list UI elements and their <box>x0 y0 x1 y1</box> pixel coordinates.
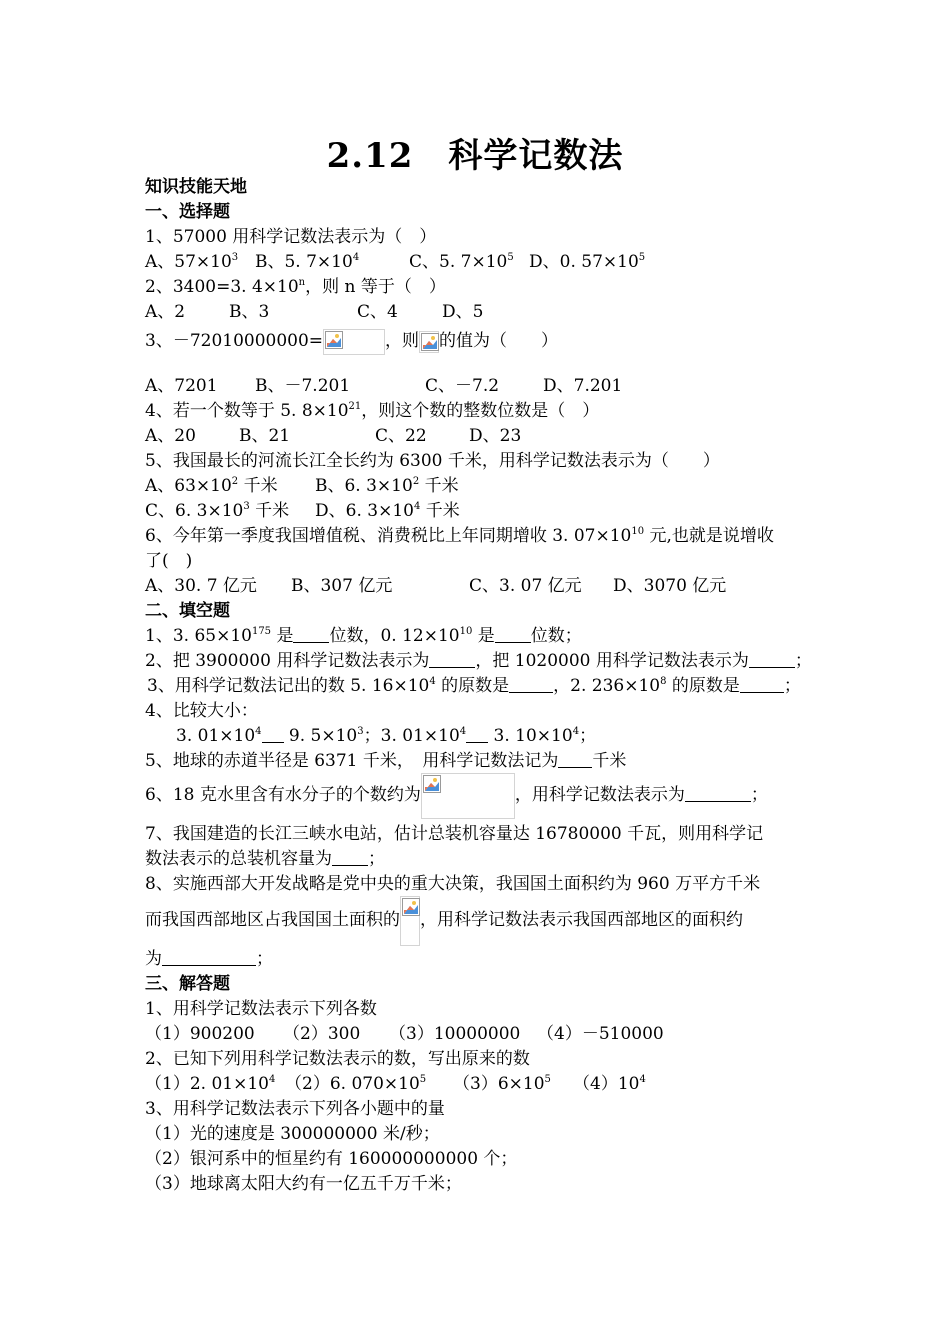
answer-blank[interactable] <box>509 676 553 693</box>
option-d: D、3070 亿元 <box>613 576 727 596</box>
list-item: （2）6. $070\times 10^5$ <box>285 1074 427 1094</box>
fill-2: 2、把 3900000 用科学记数法表示为 ，把 1020000 用科学记数法表示为 ； <box>145 651 812 671</box>
question-2-options <box>145 301 483 323</box>
broken-image-icon <box>323 329 385 355</box>
list-item: （1）900200 <box>145 1024 255 1044</box>
option-a: A、2 <box>145 302 186 322</box>
fill-8-line-3: 为 ； <box>145 949 273 969</box>
question-1-options <box>145 251 645 273</box>
fill-7-line-1: 7、我国建造的长江三峡水电站，估计总装机容量达 16780000 千瓦，则用科学记 <box>145 824 764 844</box>
answer-2-stem: 2、已知下列用科学记数法表示的数，写出原来的数 <box>145 1049 530 1069</box>
question-4-stem: 4、若一个数等于 5. $8\times 10^{21}$，则这个数的整数位数是（ ） <box>145 401 600 421</box>
option-c: C、6. $3\times 10^3$ 千米 <box>145 501 290 521</box>
option-d: D、0. $57\times 10^5$ <box>529 252 646 272</box>
answer-blank[interactable] <box>558 751 592 768</box>
question-6-stem: 6、今年第一季度我国增值税、消费税比上年同期增收 3. $07\times 10^{10}$ 元,也就是说增收 <box>145 526 774 546</box>
option-d: D、7.201 <box>543 376 623 396</box>
answer-blank[interactable] <box>332 849 368 866</box>
question-6-options <box>145 575 726 597</box>
answer-blank[interactable] <box>749 651 795 668</box>
list-item: $(4)10^4$ <box>573 1074 646 1094</box>
option-c: C、3. 07 亿元 <box>469 576 582 596</box>
option-a: A、$57\times 10^3$ <box>145 252 239 272</box>
option-a: A、30. 7 亿元 <box>145 576 257 596</box>
fill-5: 5、地球的赤道半径是 6371 千米， 用科学记数法记为 千米 <box>145 751 627 771</box>
list-item: （2）300 <box>283 1024 361 1044</box>
broken-image-icon <box>419 331 439 353</box>
fill-3: 3、用科学记数法记出的数 5. $16\times 10^4$ 的原数是 ，2. $236\times 10^8$ 的原数是 ； <box>147 676 801 696</box>
list-item: （3）地球离太阳大约有一亿五千万千米； <box>145 1174 462 1194</box>
fill-7-line-2: 数法表示的总装机容量为 ； <box>145 849 385 869</box>
list-item: （3）10000000 <box>389 1024 521 1044</box>
question-6-stem-cont: 了( ) <box>145 551 193 571</box>
answer-blank[interactable] <box>740 676 784 693</box>
list-item: （1）2. $01\times 10^4$ <box>145 1074 276 1094</box>
section-heading-choice: 一、选择题 <box>145 202 230 222</box>
question-4-options <box>145 425 521 447</box>
answer-blank[interactable] <box>262 726 284 743</box>
question-3-stem: 3、－72010000000= ，则 的值为（ ） <box>145 324 558 358</box>
fill-6: 6、18 克水里含有水分子的个数约为 ，用科学记数法表示为 ； <box>145 772 768 819</box>
option-b: B、307 亿元 <box>291 576 393 596</box>
section-intro: 知识技能天地 <box>145 177 247 197</box>
answer-3-stem: 3、用科学记数法表示下列各小题中的量 <box>145 1099 445 1119</box>
answer-blank[interactable] <box>429 651 475 668</box>
fill-8-line-1: 8、实施西部大开发战略是党中央的重大决策，我国国土面积约为 960 万平方千米 <box>145 874 761 894</box>
broken-image-icon <box>421 773 515 819</box>
question-1-stem: 1、57000 用科学记数法表示为（ ） <box>145 227 437 247</box>
option-b: B、21 <box>239 426 291 446</box>
question-5-options-row-1 <box>145 475 459 497</box>
list-item: $(3)6\times 10^5$ <box>453 1074 551 1094</box>
option-d: D、5 <box>442 302 484 322</box>
answer-blank[interactable] <box>466 726 488 743</box>
option-b: B、6. $3\times 10^2$ 千米 <box>315 476 459 496</box>
answer-1-items <box>145 1023 664 1045</box>
option-d: D、6. $3\times 10^4$ 千米 <box>315 501 460 521</box>
fill-4-compare: 3. $01\times 10^4$ 9. $5\times 10^3$；3. $01\times 10^4$ 3. $10\times 10^4$； <box>176 726 597 746</box>
fill-1: 1、3. $65\times 10^{175}$ 是 位数，0. $12\times 10^{10}$ 是 位数； <box>145 626 582 646</box>
broken-image-icon <box>400 896 420 946</box>
page-title: 2.12 科学记数法 <box>326 136 624 176</box>
section-heading-answer: 三、解答题 <box>145 974 230 994</box>
option-b: B、3 <box>229 302 270 322</box>
option-a: A、$63\times 10^2$ 千米 <box>145 476 278 496</box>
list-item: （2）银河系中的恒星约有 160000000000 个； <box>145 1149 518 1169</box>
section-heading-fill: 二、填空题 <box>145 601 230 621</box>
answer-1-stem: 1、用科学记数法表示下列各数 <box>145 999 377 1019</box>
answer-blank[interactable] <box>162 949 256 966</box>
list-item: （4）－510000 <box>537 1024 664 1044</box>
fill-4-stem: 4、比较大小： <box>145 701 258 721</box>
answer-blank[interactable] <box>685 785 751 802</box>
option-b: B、5. $7\times 10^4$ <box>255 252 360 272</box>
option-a: A、7201 <box>145 376 218 396</box>
fill-8-line-2: 而我国西部地区占我国国土面积的 ，用科学记数法表示我国西部地区的面积约 <box>145 895 743 946</box>
answer-blank[interactable] <box>293 626 329 643</box>
option-c: C、4 <box>357 302 398 322</box>
answer-blank[interactable] <box>495 626 531 643</box>
question-2-stem: 2、3400=3. $4\times 10^n$，则 n 等于（ ） <box>145 277 446 297</box>
question-5-stem: 5、我国最长的河流长江全长约为 6300 千米，用科学记数法表示为（ ） <box>145 451 720 471</box>
question-3-options <box>145 375 622 397</box>
option-c: C、5. $7\times 10^5$ <box>409 252 514 272</box>
option-a: A、20 <box>145 426 196 446</box>
question-5-options-row-2 <box>145 500 460 522</box>
list-item: （1）光的速度是 300000000 米/秒； <box>145 1124 440 1144</box>
option-c: C、22 <box>375 426 427 446</box>
option-d: D、23 <box>469 426 522 446</box>
answer-2-items <box>145 1073 646 1095</box>
option-c: C、－7.2 <box>425 376 500 396</box>
option-b: B、－7.201 <box>255 376 351 396</box>
